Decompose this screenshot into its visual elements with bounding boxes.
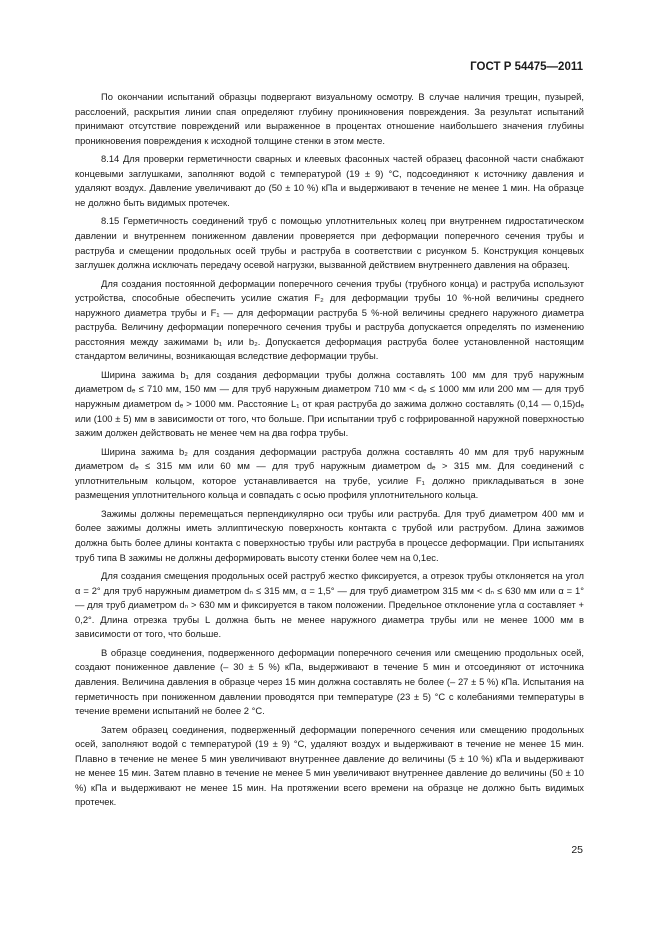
paragraph-axis-displacement: Для создания смещения продольных осей раструб жестко фиксируется, а отрезок трубы отклоняется на угол α = 2° для труб наружным диаметром dₙ ≤ 315 мм, α = 1,5° — для труб диаметром 315 мм < dₙ ≤ 630 мм или α = 1° — для труб диаметром dₙ > 630 мм и фиксируется в таком положении. Предельное отклонение угла α составляет + 0,2°. Длина отрезка трубы L должна быть не менее наружного диаметра трубы или не менее 1000 мм в зависимости от того, что больше.: [75, 569, 584, 640]
paragraph-8-15: 8.15 Герметичность соединений труб с помощью уплотнительных колец при внутреннем гидростатическом давлении и внутреннем пониженном давлении проверяется при деформации поперечного сечения трубы и раструба и смещении продольных осей трубы и раструба в соответствии с рисунком 5. Конструкция концевых заглушек должна исключать передачу осевой нагрузки, вызванной действием внутреннего давления на образец.: [75, 215, 584, 271]
paragraph-clamps-movement: Зажимы должны перемещаться перпендикулярно оси трубы или раструба. Для труб диаметром 400 мм и более зажимы должны иметь эллиптическую поверхность контакта с трубой или раструбом. Длина зажимов должна быть более длины контакта с поверхностью трубы или раструба в процессе деформации. При испытаниях труб типа В зажимы не должны деформировать высоту стенки более чем на 0,1eс.: [75, 507, 584, 563]
paragraph-clamp-b2: Ширина зажима b₂ для создания деформации раструба должна составлять 40 мм для труб наружным диаметром dₑ ≤ 315 мм или 60 мм — для труб наружным диаметром dₑ > 315 мм. Для соединений с уплотнительным кольцом, которое устанавливается на трубе, усилие F₁ должно прикладываться в зоне размещения уплотнительного кольца и совпадать с осью профиля уплотнительного кольца.: [75, 445, 584, 501]
document-header: ГОСТ Р 54475—2011: [470, 61, 583, 73]
paragraph-deformation-devices: Для создания постоянной деформации поперечного сечения трубы (трубного конца) и раструба используют устройства, способные обеспечить усилие сжатия F₂ для деформации трубы 10 %-ной величины среднего наружного диаметра трубы и F₁ — для деформации раструба 5 %-ной величины среднего наружного диаметра раструба. Величину деформации поперечного сечения трубы и раструба допускается определять по изменению расстояния между зажимами b₁ или b₂. Допускается деформация раструба более установленной настоящим стандартом величины, возникающая вследствие деформации трубы.: [75, 277, 584, 362]
paragraph-pressure-test: Затем образец соединения, подверженный деформации поперечного сечения или смещению продольных осей, заполняют водой с температурой (19 ± 9) °С, удаляют воздух и выдерживают в течение не менее 15 мин. Плавно в течение не менее 5 мин увеличивают внутреннее давление до величины (5 ± 10 %) кПа и выдерживают не менее 15 мин. Затем плавно в течение не менее 5 мин увеличивают внутреннее давление до величины (50 ± 10 %) кПа и выдерживают не менее 15 мин. На протяжении всего времени на образце не должно быть видимых протечек.: [75, 723, 584, 808]
page-number: 25: [571, 844, 583, 856]
document-body: [75, 90, 584, 814]
paragraph-8-14: 8.14 Для проверки герметичности сварных и клеевых фасонных частей образец фасонной части снабжают концевыми заглушками, заполняют водой с температурой (19 ± 9) °С, подсоединяют к источнику давления и удаляют воздух. Давление увеличивают до (50 ± 10 %) кПа и выдерживают в течение не менее 1 мин. На образце не должно быть видимых протечек.: [75, 153, 584, 208]
paragraph-vacuum-test: В образце соединения, подверженного деформации поперечного сечения или смещению продольных осей, создают пониженное давление (– 30 ± 5 %) кПа, выдерживают в течение 5 мин и отсоединяют от источника давления. Величина давления в образце через 15 мин должна составлять не более (– 27 ± 5 %) кПа. Испытания на герметичность при пониженном давлении проводятся при температуре (23 ± 5) °С с колебаниями температуры в течение времени испытаний не более 2 °С.: [75, 646, 584, 717]
paragraph-inspection: По окончании испытаний образцы подвергают визуальному осмотру. В случае наличия трещин, пузырей, расслоений, раскрытия линии спая определяют глубину проникновения повреждения. За результат испытаний принимают отсутствие повреждений или выраженное в процентах отношение наибольшего значения глубины проникновения повреждения к исходной толщине стенки в этом месте.: [75, 91, 584, 146]
paragraph-clamp-b1: Ширина зажима b₁ для создания деформации трубы должна составлять 100 мм для труб наружным диаметром dₑ ≤ 710 мм, 150 мм — для труб наружным диаметром 710 мм < dₑ ≤ 1000 мм или 200 мм — для труб наружным диаметром dₑ > 1000 мм. Расстояние L₁ от края раструба до зажима должно составлять (0,14 — 0,15)dₑ или (100 ± 5) мм в зависимости от того, что больше. При испытании труб с гофрированной наружной поверхностью зажим должен действовать не менее чем на два гофра трубы.: [75, 368, 584, 439]
